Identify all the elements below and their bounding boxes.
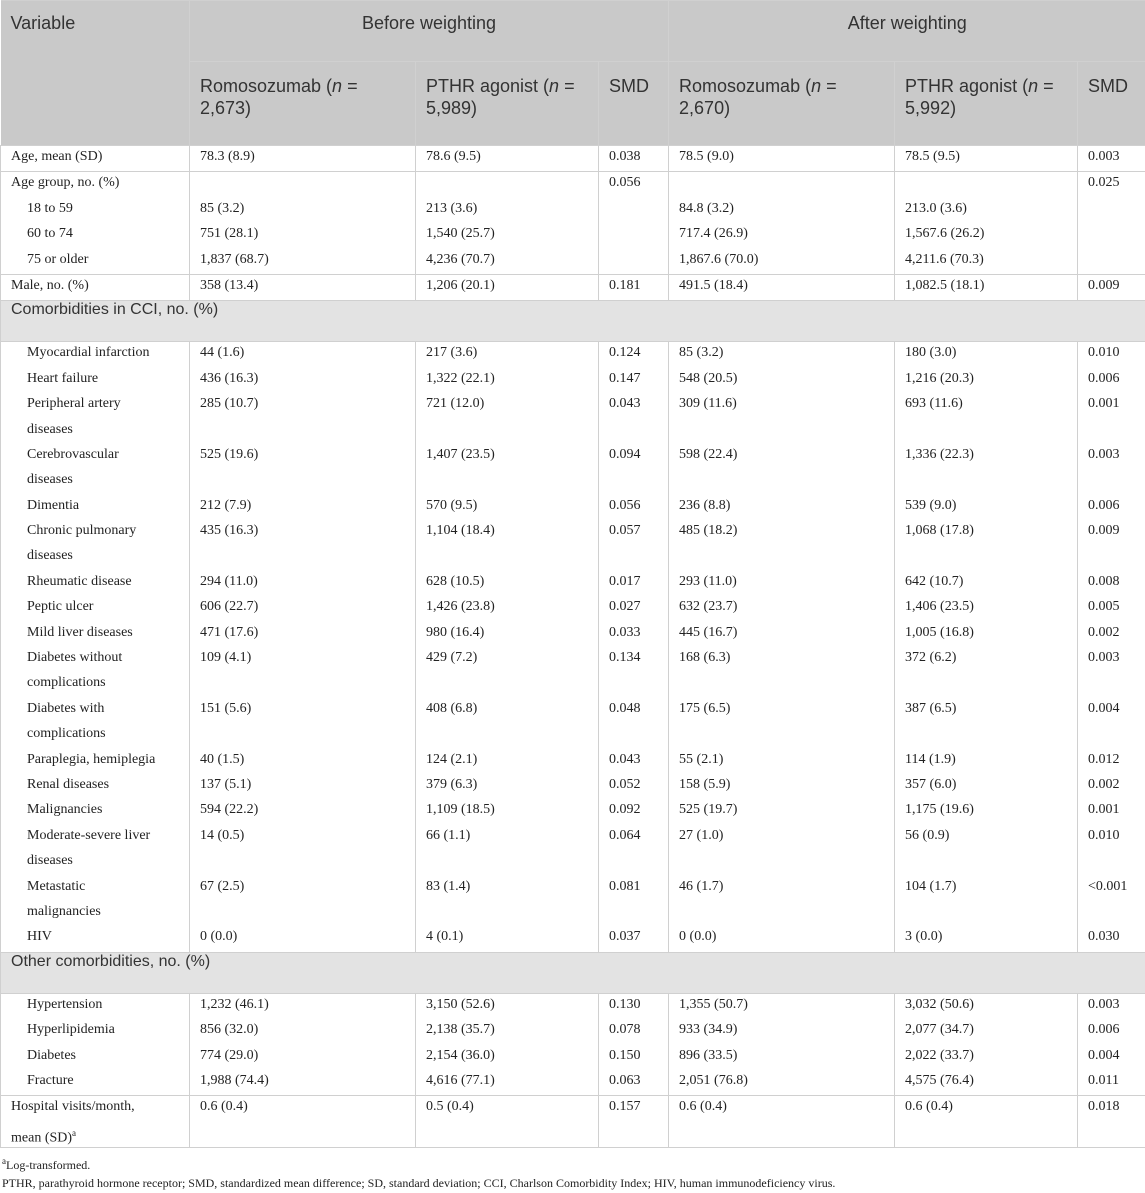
variable-label bbox=[11, 520, 179, 571]
value-text: 0.006 bbox=[1088, 1022, 1120, 1038]
variable-label-line: Peptic ulcer bbox=[27, 599, 94, 615]
value-text: 0.003 bbox=[1088, 996, 1120, 1012]
value-text: 0.005 bbox=[1088, 599, 1120, 615]
table-row bbox=[1, 274, 1145, 300]
variable-label bbox=[11, 1045, 179, 1070]
value-cell bbox=[599, 342, 669, 952]
value-text: 1,082.5 (18.1) bbox=[905, 277, 985, 293]
variable-label-line: Fracture bbox=[27, 1073, 74, 1088]
value-cell bbox=[599, 1096, 669, 1148]
variable-label bbox=[11, 198, 179, 223]
variable-label-line: diseases bbox=[27, 421, 73, 437]
value-text: 1,837 (68.7) bbox=[200, 251, 269, 267]
variable-label bbox=[11, 774, 179, 799]
variable-label bbox=[11, 393, 179, 444]
variable-label-line: complications bbox=[27, 726, 106, 742]
value-text: 0.006 bbox=[1088, 497, 1120, 513]
value-text: 594 (22.2) bbox=[200, 802, 259, 818]
value-cell bbox=[669, 1096, 895, 1148]
value-text: 78.6 (9.5) bbox=[426, 149, 481, 164]
value-text: 213 (3.6) bbox=[426, 200, 478, 216]
variable-label-line: Heart failure bbox=[27, 370, 99, 386]
value-text: 236 (8.8) bbox=[679, 497, 731, 513]
value-cell bbox=[190, 993, 416, 1096]
header-romosozumab-before: Romosozumab (n = 2,673) bbox=[190, 62, 416, 146]
value-text: 0.018 bbox=[1088, 1099, 1120, 1115]
value-text: 46 (1.7) bbox=[679, 878, 724, 894]
value-cell bbox=[190, 342, 416, 952]
value-text: 213.0 (3.6) bbox=[905, 200, 967, 216]
variable-label-line: Peripheral artery bbox=[27, 396, 121, 412]
value-text: 104 (1.7) bbox=[905, 878, 957, 894]
value-text: <0.001 bbox=[1088, 878, 1128, 894]
variable-label bbox=[11, 275, 179, 300]
value-text: 2,154 (36.0) bbox=[426, 1047, 495, 1063]
value-text: 598 (22.4) bbox=[679, 446, 738, 462]
variable-label bbox=[11, 1096, 179, 1147]
value-text: 0.048 bbox=[609, 700, 641, 716]
value-text: 0.081 bbox=[609, 878, 641, 894]
value-text bbox=[1088, 198, 1135, 223]
value-text: 1,005 (16.8) bbox=[905, 624, 974, 640]
value-text: 0.009 bbox=[1088, 523, 1120, 539]
variable-label-line: Renal diseases bbox=[27, 776, 110, 792]
section-label: Other comorbidities, no. (%) bbox=[1, 952, 1145, 993]
value-text: 1,109 (18.5) bbox=[426, 802, 495, 818]
header-pthr-after: PTHR agonist (n = 5,992) bbox=[895, 62, 1078, 146]
value-text: 980 (16.4) bbox=[426, 624, 485, 640]
value-text: 539 (9.0) bbox=[905, 497, 957, 513]
value-text: 1,104 (18.4) bbox=[426, 523, 495, 539]
table-row bbox=[1, 993, 1145, 1096]
value-text: 933 (34.9) bbox=[679, 1022, 738, 1038]
value-cell bbox=[599, 146, 669, 172]
value-text: 3,150 (52.6) bbox=[426, 996, 495, 1012]
variable-cell bbox=[1, 146, 190, 172]
value-text: 0.157 bbox=[609, 1099, 641, 1115]
value-text: 0.150 bbox=[609, 1047, 641, 1063]
value-text bbox=[679, 172, 884, 197]
value-text: 175 (6.5) bbox=[679, 700, 731, 716]
value-text: 0.094 bbox=[609, 446, 641, 462]
variable-label-line: 75 or older bbox=[27, 251, 89, 267]
value-text: 1,867.6 (70.0) bbox=[679, 251, 759, 267]
value-text: 856 (32.0) bbox=[200, 1022, 259, 1038]
variable-label-line: Metastatic bbox=[27, 878, 86, 894]
value-cell bbox=[416, 146, 599, 172]
variable-label-line: mean (SD)$^a$ bbox=[11, 1127, 77, 1146]
value-cell bbox=[190, 274, 416, 300]
header-before-weighting: Before weighting bbox=[190, 1, 669, 62]
variable-label-line: Diabetes without bbox=[27, 650, 123, 666]
value-text: 0.037 bbox=[609, 929, 641, 945]
value-text: 0.003 bbox=[1088, 650, 1120, 666]
value-text: 1,336 (22.3) bbox=[905, 446, 974, 462]
value-text bbox=[609, 249, 658, 274]
value-cell bbox=[599, 274, 669, 300]
value-text: 0.011 bbox=[1088, 1073, 1120, 1088]
value-text: 0.027 bbox=[609, 599, 641, 615]
value-text: 0.002 bbox=[1088, 624, 1120, 640]
value-text: 66 (1.1) bbox=[426, 827, 471, 843]
variable-label bbox=[11, 825, 179, 876]
value-text: 4 (0.1) bbox=[426, 929, 464, 945]
variable-label-line: Malignancies bbox=[27, 802, 103, 818]
value-text: 0.009 bbox=[1088, 277, 1120, 293]
value-text: 2,051 (76.8) bbox=[679, 1073, 748, 1088]
variable-label bbox=[11, 1019, 179, 1044]
value-cell bbox=[895, 274, 1078, 300]
variable-label bbox=[11, 994, 179, 1019]
header-romosozumab-after: Romosozumab (n = 2,670) bbox=[669, 62, 895, 146]
table-row bbox=[1, 172, 1145, 275]
value-text: 0.017 bbox=[609, 573, 641, 589]
value-text: 109 (4.1) bbox=[200, 650, 252, 666]
value-text: 309 (11.6) bbox=[679, 396, 737, 412]
value-text: 78.5 (9.0) bbox=[679, 149, 734, 164]
value-text: 721 (12.0) bbox=[426, 396, 485, 412]
value-text: 1,988 (74.4) bbox=[200, 1073, 269, 1088]
variable-label-line: Diabetes bbox=[27, 1047, 76, 1063]
value-text: 4,211.6 (70.3) bbox=[905, 251, 984, 267]
value-cell bbox=[190, 172, 416, 275]
value-text: 0.056 bbox=[609, 175, 641, 191]
value-cell bbox=[1078, 342, 1145, 952]
value-text: 0.038 bbox=[609, 149, 641, 164]
value-text: 4,236 (70.7) bbox=[426, 251, 495, 267]
table-row bbox=[1, 1096, 1145, 1148]
value-text: 632 (23.7) bbox=[679, 599, 738, 615]
value-text: 40 (1.5) bbox=[200, 751, 245, 767]
value-text: 0.043 bbox=[609, 396, 641, 412]
value-text: 717.4 (26.9) bbox=[679, 226, 748, 242]
value-text: 0.147 bbox=[609, 370, 641, 386]
value-cell bbox=[895, 146, 1078, 172]
value-text: 379 (6.3) bbox=[426, 777, 478, 793]
footnote-abbreviations: PTHR, parathyroid hormone receptor; SMD, standardized mean difference; SD, standard deviation; CCI, Charlson Comorbidity Index; HIV, human immunodeficiency virus. bbox=[2, 1176, 836, 1190]
variable-label-line: 18 to 59 bbox=[27, 200, 73, 216]
value-text: 83 (1.4) bbox=[426, 878, 471, 894]
value-text: 2,138 (35.7) bbox=[426, 1022, 495, 1038]
value-cell bbox=[416, 274, 599, 300]
value-text: 67 (2.5) bbox=[200, 878, 245, 894]
value-text: 114 (1.9) bbox=[905, 751, 956, 767]
value-cell bbox=[669, 274, 895, 300]
value-text: 1,540 (25.7) bbox=[426, 226, 495, 242]
section-label: Comorbidities in CCI, no. (%) bbox=[1, 301, 1145, 342]
value-cell bbox=[599, 172, 669, 275]
variable-label bbox=[11, 249, 179, 274]
value-text: 84.8 (3.2) bbox=[679, 200, 734, 216]
value-text: 896 (33.5) bbox=[679, 1047, 738, 1063]
value-text: 445 (16.7) bbox=[679, 624, 738, 640]
variable-label-line: Paraplegia, hemiplegia bbox=[27, 751, 156, 767]
variable-label-line: complications bbox=[27, 675, 106, 691]
value-cell bbox=[190, 1096, 416, 1148]
variable-label-line: diseases bbox=[27, 853, 73, 869]
value-text: 4,616 (77.1) bbox=[426, 1073, 495, 1088]
value-text: 1,232 (46.1) bbox=[200, 996, 269, 1012]
value-cell bbox=[416, 172, 599, 275]
value-cell bbox=[599, 993, 669, 1096]
value-text: 2,022 (33.7) bbox=[905, 1047, 974, 1063]
variable-label bbox=[11, 146, 179, 171]
variable-label bbox=[11, 172, 179, 197]
header-smd-after: SMD bbox=[1078, 62, 1145, 146]
variable-label bbox=[11, 368, 179, 393]
value-text: 606 (22.7) bbox=[200, 599, 259, 615]
variable-label bbox=[11, 647, 179, 698]
value-cell bbox=[1078, 1096, 1145, 1148]
variable-cell bbox=[1, 993, 190, 1096]
variable-label-line: HIV bbox=[27, 929, 52, 945]
variable-label bbox=[11, 571, 179, 596]
variable-label bbox=[11, 698, 179, 749]
value-text: 0.063 bbox=[609, 1073, 641, 1088]
value-text: 0.124 bbox=[609, 345, 641, 361]
value-text: 27 (1.0) bbox=[679, 827, 724, 843]
value-text: 0.006 bbox=[1088, 370, 1120, 386]
value-text: 0.004 bbox=[1088, 1047, 1120, 1063]
value-text: 0.064 bbox=[609, 827, 641, 843]
value-text: 0.010 bbox=[1088, 345, 1120, 361]
header-variable: Variable bbox=[1, 1, 190, 146]
value-text: 628 (10.5) bbox=[426, 573, 485, 589]
variable-label-line: diseases bbox=[27, 472, 73, 488]
value-text: 387 (6.5) bbox=[905, 700, 957, 716]
variable-label bbox=[11, 622, 179, 647]
value-text: 0.002 bbox=[1088, 777, 1120, 793]
value-text: 0.043 bbox=[609, 751, 641, 767]
value-cell bbox=[895, 342, 1078, 952]
value-text bbox=[609, 223, 658, 248]
value-text: 0.004 bbox=[1088, 700, 1120, 716]
value-text: 1,216 (20.3) bbox=[905, 370, 974, 386]
value-text: 0.5 (0.4) bbox=[426, 1099, 474, 1115]
table-row bbox=[1, 146, 1145, 172]
value-text: 0.001 bbox=[1088, 802, 1120, 818]
variable-label bbox=[11, 495, 179, 520]
value-text: 0.033 bbox=[609, 624, 641, 640]
value-text: 0.003 bbox=[1088, 446, 1120, 462]
value-text: 0.181 bbox=[609, 277, 641, 293]
value-text: 0.003 bbox=[1088, 149, 1120, 164]
section-row bbox=[1, 952, 1145, 993]
value-cell bbox=[416, 342, 599, 952]
value-text: 408 (6.8) bbox=[426, 700, 478, 716]
value-text: 436 (16.3) bbox=[200, 370, 259, 386]
variable-cell bbox=[1, 1096, 190, 1148]
value-text: 285 (10.7) bbox=[200, 396, 259, 412]
value-text: 485 (18.2) bbox=[679, 523, 738, 539]
value-text: 525 (19.7) bbox=[679, 802, 738, 818]
value-text: 0 (0.0) bbox=[200, 929, 238, 945]
value-text: 212 (7.9) bbox=[200, 497, 252, 513]
value-text: 693 (11.6) bbox=[905, 396, 963, 412]
value-text: 0.008 bbox=[1088, 573, 1120, 589]
section-row bbox=[1, 301, 1145, 342]
value-text: 78.5 (9.5) bbox=[905, 149, 960, 164]
value-text bbox=[1088, 223, 1135, 248]
value-text: 0.057 bbox=[609, 523, 641, 539]
variable-label-line: Hospital visits/month, bbox=[11, 1099, 135, 1115]
variable-label bbox=[11, 223, 179, 248]
value-text: 1,406 (23.5) bbox=[905, 599, 974, 615]
value-text: 548 (20.5) bbox=[679, 370, 738, 386]
variable-cell bbox=[1, 172, 190, 275]
value-text: 3 (0.0) bbox=[905, 929, 943, 945]
value-text bbox=[426, 172, 588, 197]
value-cell bbox=[1078, 146, 1145, 172]
variable-label-line: malignancies bbox=[27, 903, 101, 919]
value-cell bbox=[416, 1096, 599, 1148]
value-text: 2,077 (34.7) bbox=[905, 1022, 974, 1038]
variable-label-line: Hyperlipidemia bbox=[27, 1022, 115, 1038]
value-text: 180 (3.0) bbox=[905, 345, 957, 361]
variable-label-line: Age, mean (SD) bbox=[11, 149, 103, 164]
value-text: 0.6 (0.4) bbox=[200, 1099, 248, 1115]
value-text: 0.056 bbox=[609, 497, 641, 513]
value-text: 124 (2.1) bbox=[426, 751, 478, 767]
value-text bbox=[609, 198, 658, 223]
value-text: 1,567.6 (26.2) bbox=[905, 226, 985, 242]
variable-label-line: Dimentia bbox=[27, 497, 80, 513]
value-text: 1,206 (20.1) bbox=[426, 277, 495, 293]
variable-label bbox=[11, 596, 179, 621]
header-smd-before: SMD bbox=[599, 62, 669, 146]
value-text: 44 (1.6) bbox=[200, 345, 245, 361]
value-text: 358 (13.4) bbox=[200, 277, 259, 293]
value-text: 294 (11.0) bbox=[200, 573, 258, 589]
value-text: 0.001 bbox=[1088, 396, 1120, 412]
value-text: 151 (5.6) bbox=[200, 700, 252, 716]
value-cell bbox=[1078, 993, 1145, 1096]
value-cell bbox=[669, 342, 895, 952]
value-text: 0.052 bbox=[609, 777, 641, 793]
value-text: 357 (6.0) bbox=[905, 777, 957, 793]
header-pthr-before: PTHR agonist (n = 5,989) bbox=[416, 62, 599, 146]
value-text: 168 (6.3) bbox=[679, 650, 731, 666]
value-text: 491.5 (18.4) bbox=[679, 277, 748, 293]
variable-cell bbox=[1, 342, 190, 952]
value-cell bbox=[416, 993, 599, 1096]
value-text: 0.030 bbox=[1088, 929, 1120, 945]
variable-label-line: Myocardial infarction bbox=[27, 345, 150, 361]
value-text: 525 (19.6) bbox=[200, 446, 259, 462]
value-text bbox=[905, 172, 1067, 197]
value-text: 0.130 bbox=[609, 996, 641, 1012]
value-text: 751 (28.1) bbox=[200, 226, 259, 242]
value-cell bbox=[1078, 172, 1145, 275]
value-text: 293 (11.0) bbox=[679, 573, 737, 589]
value-text: 1,068 (17.8) bbox=[905, 523, 974, 539]
value-cell bbox=[669, 993, 895, 1096]
variable-label-line: Hypertension bbox=[27, 996, 103, 1012]
value-text: 1,355 (50.7) bbox=[679, 996, 748, 1012]
value-text: 0.010 bbox=[1088, 827, 1120, 843]
value-text: 55 (2.1) bbox=[679, 751, 724, 767]
value-text: 158 (5.9) bbox=[679, 777, 731, 793]
value-text: 78.3 (8.9) bbox=[200, 149, 255, 164]
variable-cell bbox=[1, 274, 190, 300]
value-text: 1,426 (23.8) bbox=[426, 599, 495, 615]
variable-label-line: Chronic pulmonary bbox=[27, 523, 137, 539]
value-text: 3,032 (50.6) bbox=[905, 996, 974, 1012]
variable-label-line: Moderate-severe liver bbox=[27, 827, 151, 843]
value-text: 774 (29.0) bbox=[200, 1047, 259, 1063]
value-cell bbox=[1078, 274, 1145, 300]
value-text: 471 (17.6) bbox=[200, 624, 259, 640]
variable-label bbox=[11, 876, 179, 927]
value-cell bbox=[895, 172, 1078, 275]
table-row bbox=[1, 342, 1145, 952]
value-text: 0.6 (0.4) bbox=[679, 1099, 727, 1115]
variable-label bbox=[11, 749, 179, 774]
value-text: 56 (0.9) bbox=[905, 827, 950, 843]
value-text: 217 (3.6) bbox=[426, 345, 478, 361]
variable-label bbox=[11, 1070, 179, 1095]
footnote-a: $^a$Log-transformed. bbox=[2, 1156, 91, 1172]
value-text: 0.025 bbox=[1088, 175, 1120, 191]
header-after-weighting: After weighting bbox=[669, 1, 1145, 62]
variable-label-line: Mild liver diseases bbox=[27, 624, 133, 640]
value-text: 0 (0.0) bbox=[679, 929, 717, 945]
value-cell bbox=[669, 146, 895, 172]
variable-label bbox=[11, 926, 179, 951]
value-text: 85 (3.2) bbox=[200, 200, 245, 216]
value-text: 0.134 bbox=[609, 650, 641, 666]
variable-label-line: diseases bbox=[27, 548, 73, 564]
variable-label-line: Diabetes with bbox=[27, 700, 105, 716]
value-text: 137 (5.1) bbox=[200, 777, 252, 793]
value-text: 642 (10.7) bbox=[905, 573, 964, 589]
value-text: 1,175 (19.6) bbox=[905, 802, 974, 818]
value-text: 1,407 (23.5) bbox=[426, 446, 495, 462]
value-text: 0.6 (0.4) bbox=[905, 1099, 953, 1115]
value-text: 435 (16.3) bbox=[200, 523, 259, 539]
value-text: 372 (6.2) bbox=[905, 650, 957, 666]
value-text: 14 (0.5) bbox=[200, 827, 245, 843]
variable-label-line: Rheumatic disease bbox=[27, 573, 132, 589]
variable-label bbox=[11, 799, 179, 824]
variable-label-line: 60 to 74 bbox=[27, 226, 73, 242]
variable-label-line: Cerebrovascular bbox=[27, 446, 119, 462]
variable-label bbox=[11, 444, 179, 495]
value-text: 1,322 (22.1) bbox=[426, 370, 495, 386]
value-cell bbox=[669, 172, 895, 275]
variable-label-line: Male, no. (%) bbox=[11, 277, 89, 293]
value-text bbox=[200, 172, 405, 197]
value-text: 0.078 bbox=[609, 1022, 641, 1038]
value-cell bbox=[895, 993, 1078, 1096]
value-text bbox=[1088, 249, 1135, 274]
value-text: 0.092 bbox=[609, 802, 641, 818]
value-text: 429 (7.2) bbox=[426, 650, 478, 666]
value-cell bbox=[190, 146, 416, 172]
value-text: 570 (9.5) bbox=[426, 497, 478, 513]
value-text: 0.012 bbox=[1088, 751, 1120, 767]
variable-label bbox=[11, 342, 179, 367]
value-text: 85 (3.2) bbox=[679, 345, 724, 361]
variable-label-line: Age group, no. (%) bbox=[11, 175, 120, 191]
value-cell bbox=[895, 1096, 1078, 1148]
table-body bbox=[1, 146, 1145, 1148]
value-text: 4,575 (76.4) bbox=[905, 1073, 974, 1088]
